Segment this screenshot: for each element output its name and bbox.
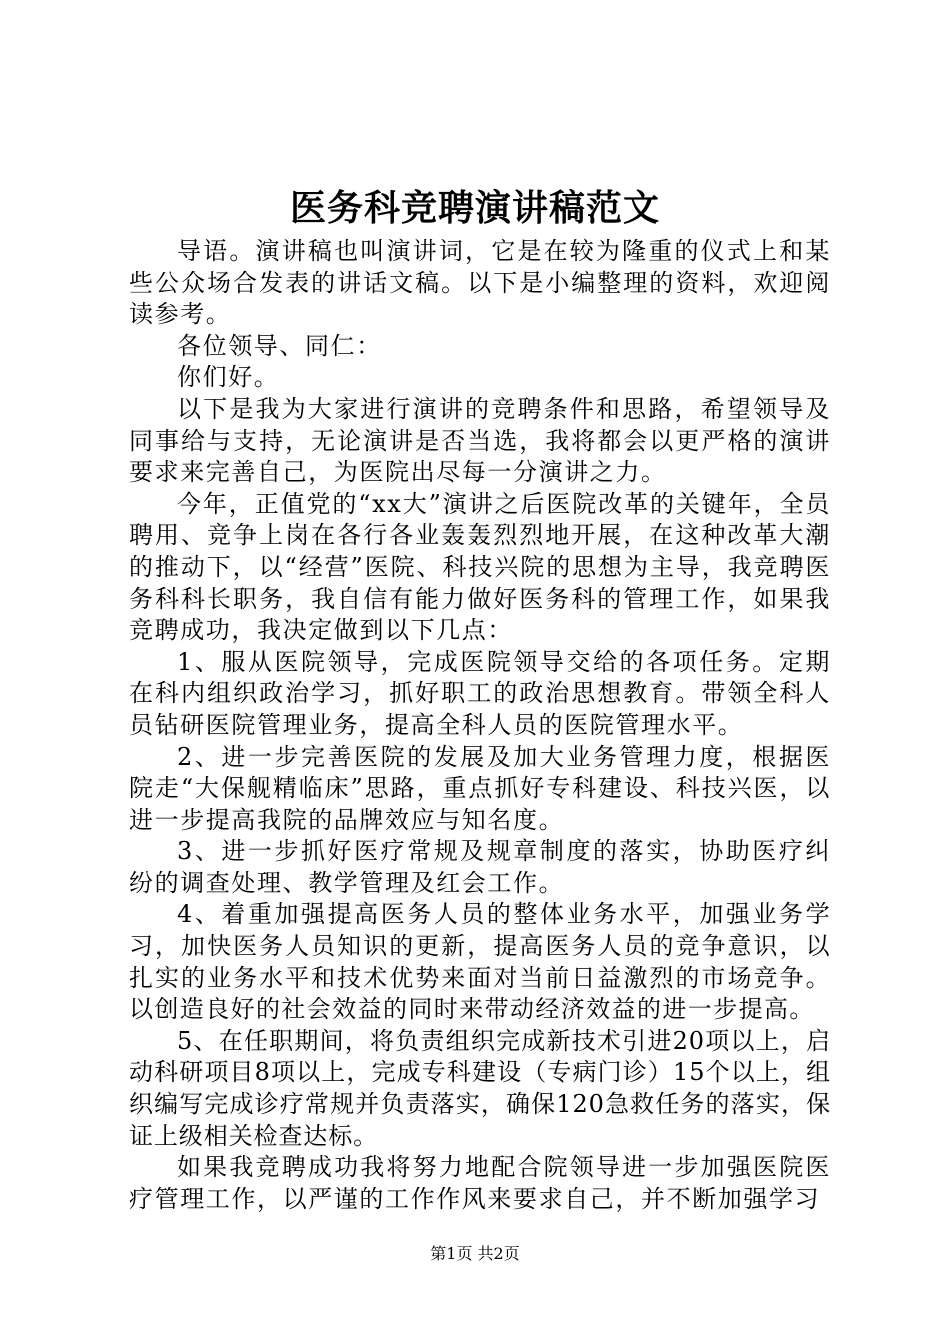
- paragraph-point-2: 2、进一步完善医院的发展及加大业务管理力度，根据医院走“大保舰精临床”思路，重点抓好专科建设、科技兴医，以进一步提高我院的品牌效应与知名度。: [129, 742, 831, 834]
- paragraph-greeting: 你们好。: [177, 363, 280, 392]
- paragraph-point-1: 1、服从医院领导，完成医院领导交给的各项任务。定期在科内组织政治学习，抓好职工的政治思想教育。带领全科人员钻研医院管理业务，提高全科人员的医院管理水平。: [129, 647, 831, 739]
- document-body: [129, 236, 831, 1215]
- page-footer: 第1页 共2页: [430, 1244, 520, 1263]
- paragraph-opening: 以下是我为大家进行演讲的竞聘条件和思路，希望领导及同事给与支持，无论演讲是否当选，我将都会以更严格的演讲要求来完善自己，为医院出尽每一分演讲之力。: [129, 394, 831, 487]
- paragraph-point-3: 3、进一步抓好医疗常规及规章制度的落实，协助医疗纠纷的调查处理、教学管理及红会工作。: [129, 837, 831, 897]
- paragraph-point-4: 4、着重加强提高医务人员的整体业务水平，加强业务学习，加快医务人员知识的更新，提高医务人员的竞争意识，以扎实的业务水平和技术优势来面对当前日益激烈的市场竞争。以创造良好的社会效益的同时来带动经济效益的进一步提高。: [129, 900, 831, 1024]
- paragraph-closing: 如果我竞聘成功我将努力地配合院领导进一步加强医院医疗管理工作，以严谨的工作作风来要求自己，并不断加强学习: [129, 1153, 831, 1213]
- paragraph-point-5: 5、在任职期间，将负责组织完成新技术引进20项以上，启动科研项目8项以上，完成专科建设（专病门诊）15个以上，组织编写完成诊疗常规并负责落实，确保120急救任务的落实，保证上级相关检查达标。: [129, 1026, 831, 1150]
- paragraph-salutation: 各位领导、同仁：: [177, 331, 382, 360]
- paragraph-intro: 导语。演讲稿也叫演讲词，它是在较为隆重的仪式上和某些公众场合发表的讲话文稿。以下是小编整理的资料，欢迎阅读参考。: [129, 237, 831, 329]
- paragraph-background: 今年，正值党的“xx大”演讲之后医院改革的关键年，全员聘用、竞争上岗在各行各业轰轰烈烈地开展，在这种改革大潮的推动下，以“经营”医院、科技兴院的思想为主导，我竞聘医务科科长职务，我自信有能力做好医务科的管理工作，如果我竞聘成功，我决定做到以下几点：: [129, 489, 831, 645]
- document-title: 医务科竞聘演讲稿范文: [289, 187, 660, 229]
